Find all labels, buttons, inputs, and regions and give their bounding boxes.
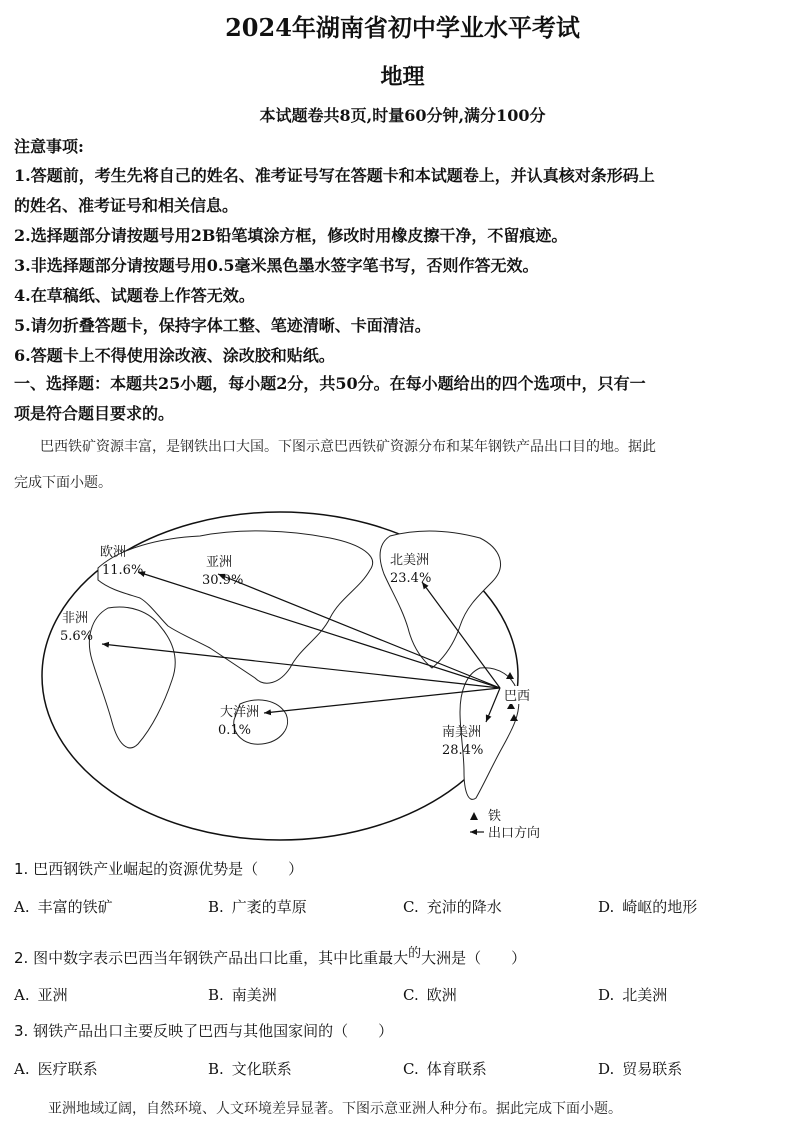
notice-line: 6.答题卡上不得使用涂改液、涂改胶和贴纸。 [14,346,335,365]
pct-asia: 30.9% [202,573,244,588]
label-oceania: 大洋洲 [220,705,260,720]
pct-north-america: 23.4% [390,571,432,586]
q2-option-b[interactable]: B. 南美洲 [208,986,277,1004]
q3-option-d[interactable]: D. 贸易联系 [598,1060,683,1078]
exam-title: 2024年湖南省初中学业水平考试 [225,13,580,42]
notice-line: 的姓名、准考证号和相关信息。 [14,196,239,215]
intro-text-2: 亚洲地域辽阔，自然环境、人文环境差异显著。下图示意亚洲人种分布。据此完成下面小题。 [48,1101,622,1117]
q1-option-c[interactable]: C. 充沛的降水 [403,898,502,916]
section-heading-cont: 项是符合题目要求的。 [14,404,175,423]
q2-option-a[interactable]: A. 亚洲 [14,986,68,1004]
legend-export-label: 出口方向 [488,826,541,841]
q1-option-d[interactable]: D. 崎岖的地形 [598,898,698,916]
q2-option-c[interactable]: C. 欧洲 [403,986,457,1004]
pct-south-america: 28.4% [442,743,484,758]
pct-africa: 5.6% [60,629,94,644]
intro-text-cont: 完成下面小题。 [14,475,112,491]
q1-option-a[interactable]: A. 丰富的铁矿 [14,898,113,916]
legend-iron-label: 铁 [488,809,502,824]
notice-line: 2.选择题部分请按题号用2B铅笔填涂方框，修改时用橡皮擦干净，不留痕迹。 [14,226,568,245]
subject-title: 地理 [380,64,425,90]
question-3-stem: 3. 钢铁产品出口主要反映了巴西与其他国家间的（ ） [14,1022,394,1040]
q3-option-c[interactable]: C. 体育联系 [403,1060,487,1078]
notice-line: 3.非选择题部分请按题号用0.5毫米黑色墨水签字笔书写，否则作答无效。 [14,256,539,275]
intro-text: 巴西铁矿资源丰富，是钢铁出口大国。下图示意巴西铁矿资源分布和某年钢铁产品出口目的地。据此 [40,439,656,455]
pct-europe: 11.6% [102,563,144,578]
label-brazil: 巴西 [504,689,531,704]
notice-line: 1.答题前，考生先将自己的姓名、准考证号写在答题卡和本试题卷上，并认真核对条形码上 [14,166,655,185]
pct-oceania: 0.1% [218,723,252,738]
notice-line: 5.请勿折叠答题卡，保持字体工整、笔迹清晰、卡面清洁。 [14,316,431,335]
question-1-stem: 1. 巴西钢铁产业崛起的资源优势是（ ） [14,860,304,878]
exam-info: 本试题卷共8页,时量60分钟,满分100分 [259,106,546,125]
world-map-figure [40,508,560,844]
label-europe: 欧洲 [100,545,127,560]
q2-option-d[interactable]: D. 北美洲 [598,986,668,1004]
label-south-america: 南美洲 [442,725,482,740]
label-africa: 非洲 [62,611,89,626]
section-heading: 一、选择题：本题共25小题，每小题2分，共50分。在每小题给出的四个选项中，只有一 [14,374,646,393]
label-north-america: 北美洲 [390,553,430,568]
notice-heading: 注意事项: [14,137,84,156]
label-asia: 亚洲 [206,555,233,570]
q3-option-a[interactable]: A. 医疗联系 [14,1060,98,1078]
map-legend [466,806,566,842]
q1-option-b[interactable]: B. 广袤的草原 [208,898,307,916]
question-2-sup: 的 [408,946,422,961]
q3-option-b[interactable]: B. 文化联系 [208,1060,292,1078]
notice-line: 4.在草稿纸、试题卷上作答无效。 [14,286,255,305]
legend-iron-icon [470,812,478,820]
question-2-stem: 2. 图中数字表示巴西当年钢铁产品出口比重，其中比重最大$^的$大洲是（ ） [14,946,527,967]
